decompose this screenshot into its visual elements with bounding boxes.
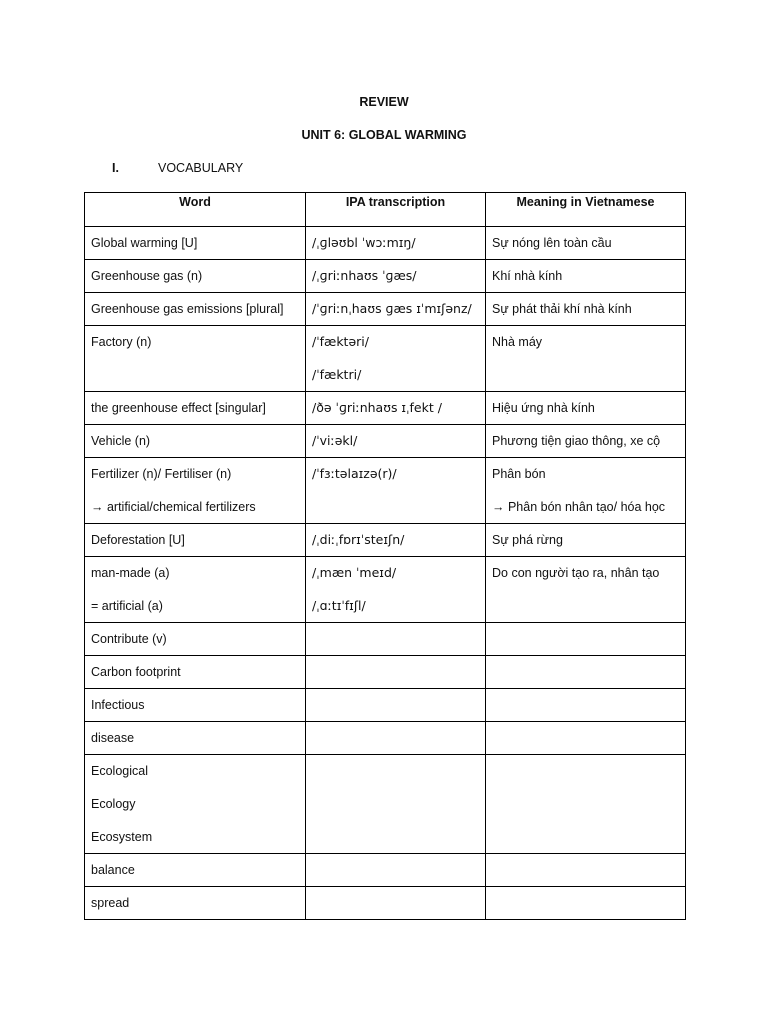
ipa-cell [306,656,486,689]
word-cell [85,293,306,326]
ipa-cell-text: /ðə ˈɡriːnhaʊs ɪˌfekt / [312,400,442,415]
header-word: Word [85,193,306,227]
ipa-cell [306,293,486,326]
table-header-row [85,193,686,227]
word-cell-text: Ecosystem [91,830,153,844]
meaning-cell [486,293,686,326]
ipa-cell [306,227,486,260]
word-cell [85,887,306,920]
word-cell-text: Carbon footprint [91,665,181,679]
ipa-cell-text: /ˈfɜːtəlaɪzə(r)/ [312,466,397,481]
section-number: I. [112,161,119,175]
ipa-cell [306,260,486,293]
table-row [85,722,686,755]
ipa-cell-text: /ˌmæn ˈmeɪd/ [312,565,397,580]
meaning-cell [486,689,686,722]
header-meaning: Meaning in Vietnamese [486,193,686,227]
word-cell [85,260,306,293]
ipa-cell-text: /ˌɡləʊbl ˈwɔːmɪŋ/ [312,235,416,250]
word-cell [85,854,306,887]
meaning-cell [486,524,686,557]
doc-title: REVIEW [359,95,409,109]
table-row [85,656,686,689]
meaning-cell-text: → Phân bón nhân tạo/ hóa học [492,500,666,514]
section-title: VOCABULARY [158,161,244,175]
ipa-cell [306,326,486,392]
table-row [85,293,686,326]
ipa-cell-text: /ˌɡriːnhaʊs ˈɡæs/ [312,268,417,283]
table-row [85,392,686,425]
word-cell [85,458,306,524]
meaning-cell-text: Phân bón [492,467,546,481]
meaning-cell [486,722,686,755]
word-cell [85,227,306,260]
meaning-cell-text: Sự phát thải khí nhà kính [492,302,632,316]
table-row [85,458,686,524]
word-cell-text: → artificial/chemical fertilizers [91,500,256,514]
table-row [85,854,686,887]
ipa-cell [306,755,486,854]
table-row [85,689,686,722]
word-cell-text: Global warming [U] [91,236,198,250]
word-cell-text: disease [91,731,135,745]
meaning-cell [486,887,686,920]
meaning-cell [486,392,686,425]
word-cell [85,425,306,458]
meaning-cell [486,623,686,656]
meaning-cell-text: Do con người tạo ra, nhân tạo [492,566,660,580]
word-cell-text: Deforestation [U] [91,533,185,547]
ipa-cell [306,557,486,623]
meaning-cell [486,557,686,623]
word-cell [85,392,306,425]
ipa-cell-text: /ˈɡriːnˌhaʊs ɡæs ɪˈmɪʃənz/ [312,301,472,316]
ipa-cell-text: /ˈfæktri/ [312,367,362,382]
ipa-cell-text: /ˈfæktəri/ [312,334,369,349]
meaning-cell-text: Sự nóng lên toàn cầu [492,236,612,250]
word-cell [85,656,306,689]
word-cell-text: Greenhouse gas emissions [plural] [91,302,284,316]
word-cell-text: = artificial (a) [91,599,163,613]
table-row [85,755,686,854]
ipa-cell [306,425,486,458]
word-cell-text: man-made (a) [91,566,170,580]
meaning-cell [486,755,686,854]
word-cell [85,689,306,722]
ipa-cell-text: /ˈviːəkl/ [312,433,358,448]
meaning-cell [486,326,686,392]
word-cell-text: spread [91,896,130,910]
meaning-cell [486,260,686,293]
table-row [85,425,686,458]
word-cell [85,524,306,557]
meaning-cell [486,854,686,887]
word-cell-text: the greenhouse effect [singular] [91,401,266,415]
table-row [85,260,686,293]
table-row [85,623,686,656]
section-heading [112,161,243,175]
ipa-cell [306,458,486,524]
meaning-cell-text: Hiệu ứng nhà kính [492,401,595,415]
word-cell [85,722,306,755]
word-cell [85,326,306,392]
table-row [85,524,686,557]
word-cell-text: Greenhouse gas (n) [91,269,203,283]
word-cell-text: Vehicle (n) [91,434,151,448]
ipa-cell [306,623,486,656]
ipa-cell [306,854,486,887]
word-cell-text: Factory (n) [91,335,152,349]
word-cell [85,557,306,623]
word-cell-text: Ecology [91,797,136,811]
meaning-cell [486,656,686,689]
meaning-cell [486,458,686,524]
word-cell [85,623,306,656]
table-row [85,326,686,392]
header-ipa: IPA transcription [306,193,486,227]
meaning-cell-text: Nhà máy [492,335,543,349]
ipa-cell [306,722,486,755]
meaning-cell-text: Sự phá rừng [492,533,563,547]
word-cell-text: Fertilizer (n)/ Fertiliser (n) [91,467,232,481]
word-cell-text: Contribute (v) [91,632,167,646]
meaning-cell-text: Phương tiện giao thông, xe cộ [492,434,661,448]
doc-subtitle: UNIT 6: GLOBAL WARMING [301,128,467,142]
word-cell-text: balance [91,863,135,877]
vocabulary-table [84,192,686,920]
ipa-cell [306,689,486,722]
word-cell-text: Ecological [91,764,148,778]
table-row [85,887,686,920]
meaning-cell [486,425,686,458]
ipa-cell [306,392,486,425]
table-row [85,557,686,623]
word-cell [85,755,306,854]
ipa-cell [306,887,486,920]
ipa-cell-text: /ˌdiːˌfɒrɪˈsteɪʃn/ [312,532,405,547]
meaning-cell-text: Khí nhà kính [492,269,563,283]
meaning-cell [486,227,686,260]
table-row [85,227,686,260]
ipa-cell-text: /ˌɑːtɪˈfɪʃl/ [312,598,366,613]
ipa-cell [306,524,486,557]
word-cell-text: Infectious [91,698,145,712]
